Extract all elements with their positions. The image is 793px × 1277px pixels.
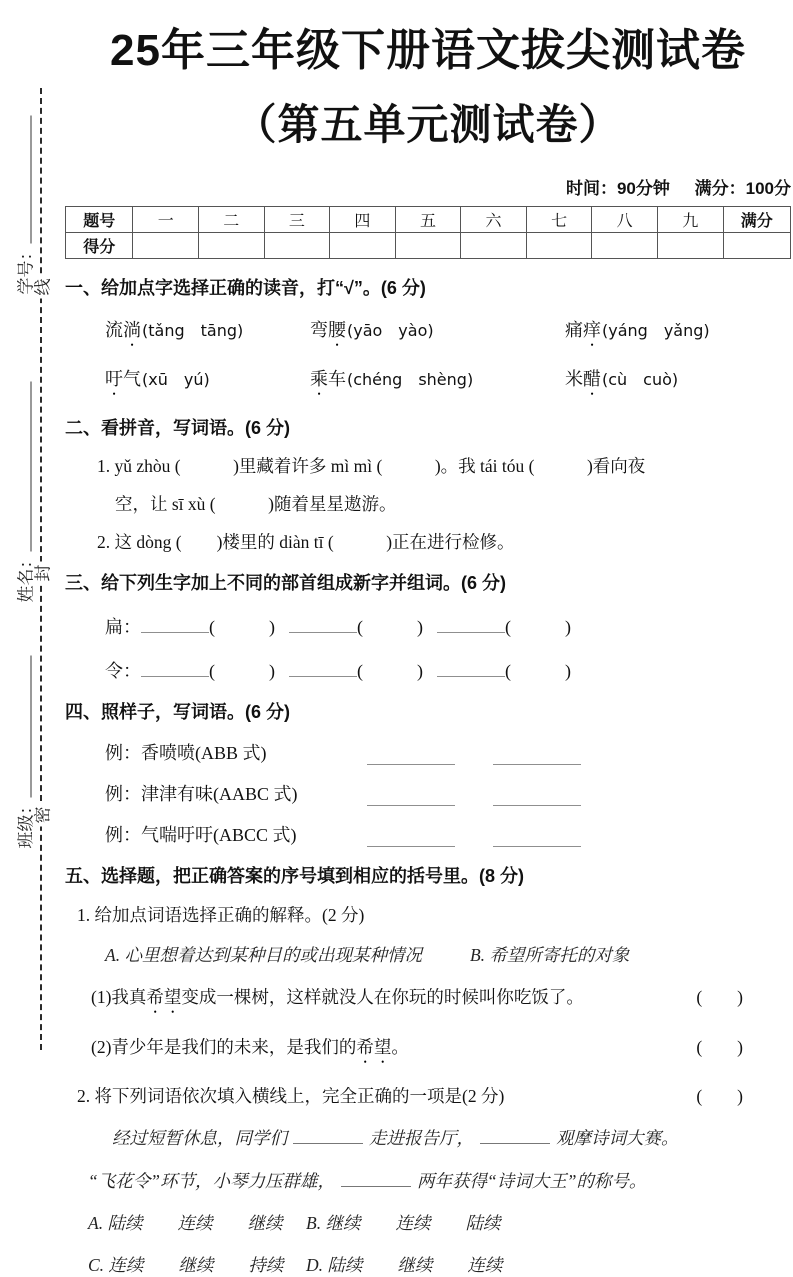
answer-blank (437, 660, 505, 677)
fill-text: 走进报告厅， (369, 1128, 474, 1148)
question5-header: 五、选择题，把正确答案的序号填到相应的括号里。(8 分) (65, 866, 524, 886)
option-b: B. 继续 连续 陆续 (306, 1213, 501, 1233)
q1-item (105, 365, 310, 399)
q3-char: 令： (105, 661, 141, 681)
question4-header: 四、照样子，写词语。(6 分) (65, 702, 290, 722)
score-cell (264, 233, 330, 259)
choice-a: A. 心里想着达到某种目的或出现某种情况 (105, 945, 422, 965)
dotted-char: 醋 (583, 369, 601, 389)
q1-item (310, 365, 565, 399)
student-class-label: 班级： (16, 797, 36, 849)
question1-items (105, 316, 791, 399)
question1-header: 一、给加点字选择正确的读音，打“√”。(6 分) (65, 278, 426, 298)
pinyin-choices: (yāo yào) (347, 321, 434, 340)
score-header-cell: 一 (133, 207, 199, 233)
fill-text: 经过短暂休息，同学们 (112, 1128, 287, 1148)
score-header-cell: 三 (264, 207, 330, 233)
pinyin-choices: (xū yú) (142, 370, 210, 389)
paper-content (65, 0, 791, 1277)
word-part: 车 (328, 369, 346, 389)
choice-b: B. 希望所寄托的对象 (469, 945, 630, 965)
dotted-char: 痒 (583, 320, 601, 340)
q5-sub1-choices (105, 942, 791, 967)
q5-sub1-sentence-1 (91, 984, 791, 1017)
seal-char-feng: 封 (29, 562, 54, 585)
score-header-cell: 题号 (66, 207, 133, 233)
answer-blank (367, 748, 455, 765)
q5-sub2-title-row (77, 1083, 791, 1108)
question3-header: 三、给下列生字加上不同的部首组成新字并组词。(6 分) (65, 573, 506, 593)
word-paren: ( ) (209, 617, 275, 637)
dotted-char: 乘 (310, 369, 328, 389)
score-cell (723, 233, 790, 259)
score-cell (198, 233, 264, 259)
score-header-cell: 二 (198, 207, 264, 233)
q4-example-abb (105, 739, 791, 765)
q3-char: 扁： (105, 617, 141, 637)
answer-paren: ( ) (696, 987, 743, 1007)
pinyin-choices: (tǎng tāng) (142, 321, 244, 340)
word-part: 弯 (310, 320, 328, 340)
student-name-label: 姓名： (16, 551, 36, 603)
sentence-text (91, 1034, 409, 1067)
word-part: 流 (105, 320, 123, 340)
answer-paren: ( ) (696, 1037, 743, 1057)
score-header-cell: 八 (592, 207, 658, 233)
q5-sub2-title: 2. 将下列词语依次填入横线上，完全正确的一项是(2 分) (77, 1086, 505, 1106)
dotted-word: 希望 (146, 987, 182, 1007)
score-header-cell: 四 (330, 207, 396, 233)
score-cell (592, 233, 658, 259)
answer-paren: ( ) (696, 1086, 743, 1106)
fill-text: 两年获得“诗词大王”的称号。 (416, 1171, 647, 1191)
q1-item (310, 316, 565, 350)
student-class-blank (28, 656, 32, 798)
score-cell (657, 233, 723, 259)
sentence-number: (2) (91, 1037, 112, 1057)
q5-sub1-sentence-2 (91, 1034, 791, 1067)
example-label: 例：津津有味(AABC 式) (105, 784, 298, 804)
sentence-part: 。 (391, 1037, 409, 1057)
q4-example-aabc (105, 780, 791, 806)
q2-sentence-1-cont: 空，让 sī xù ( )随着星星遨游。 (115, 494, 397, 514)
q5-sub2-options (88, 1210, 791, 1277)
fill-blank (341, 1170, 411, 1188)
score-cell (330, 233, 396, 259)
dotted-char: 腰 (328, 320, 346, 340)
sentence-text (91, 984, 584, 1017)
score-header-cell: 六 (461, 207, 527, 233)
fill-blank (480, 1127, 550, 1145)
q3-row-ling (105, 657, 791, 683)
word-paren: ( ) (357, 617, 423, 637)
exam-full-score: 满分：100分 (694, 179, 791, 198)
student-number-label: 学号： (16, 243, 36, 295)
word-paren: ( ) (505, 617, 571, 637)
score-row-label: 得分 (66, 233, 133, 259)
exam-time: 时间：90分钟 (565, 179, 670, 198)
sentence-part: 我真 (111, 987, 147, 1007)
q5-sub2-fill-line-2 (88, 1168, 791, 1194)
answer-blank (141, 616, 209, 633)
sentence-part: 青少年是我们的未来，是我们的 (111, 1037, 357, 1057)
page-subtitle: （第五单元测试卷） (234, 101, 622, 148)
answer-blank (437, 616, 505, 633)
sentence-part: 变成一棵树，这样就没人在你玩的时候叫你吃饭了。 (181, 987, 584, 1007)
q4-example-abcc (105, 821, 791, 847)
question2-header: 二、看拼音，写词语。(6 分) (65, 418, 290, 438)
answer-blank (367, 830, 455, 847)
answer-blank (493, 748, 581, 765)
word-paren: ( ) (209, 661, 275, 681)
answer-blank (493, 789, 581, 806)
option-a: A. 陆续 连续 继续 (88, 1213, 283, 1233)
page-title: 25年三年级下册语文拔尖测试卷 (110, 26, 746, 75)
dotted-char: 吁 (105, 369, 123, 389)
answer-blank (493, 830, 581, 847)
score-cell (526, 233, 592, 259)
sentence-number: (1) (91, 987, 112, 1007)
score-header-cell: 七 (526, 207, 592, 233)
option-c: C. 连续 继续 持续 (88, 1255, 284, 1275)
example-label: 例：香喷喷(ABB 式) (105, 743, 267, 763)
word-part: 气 (123, 369, 141, 389)
fill-text: “飞花令”环节，小琴力压群雄， (88, 1171, 335, 1191)
pinyin-choices: (yáng yǎng) (602, 321, 710, 340)
answer-blank (289, 660, 357, 677)
score-cell (133, 233, 199, 259)
fill-text: 观摩诗词大赛。 (556, 1128, 679, 1148)
q3-row-bian (105, 613, 791, 639)
fill-blank (293, 1127, 363, 1145)
score-header-cell: 五 (395, 207, 461, 233)
answer-blank (367, 789, 455, 806)
word-paren: ( ) (357, 661, 423, 681)
dotted-char: 淌 (123, 320, 141, 340)
dotted-word: 希望 (356, 1037, 392, 1057)
q5-sub1-title: 1. 给加点词语选择正确的解释。(2 分) (77, 905, 365, 925)
word-part: 痛 (565, 320, 583, 340)
pinyin-choices: (cù cuò) (602, 370, 679, 389)
answer-blank (289, 616, 357, 633)
score-table-header-row (66, 207, 791, 233)
score-cell (395, 233, 461, 259)
student-number-blank (28, 116, 32, 244)
q1-item (105, 316, 310, 350)
score-table-score-row (66, 233, 791, 259)
q2-sentence-1: 1. yǔ zhòu ( )里藏着许多 mì mì ( )。我 tái tóu ( )看向夜 (97, 456, 646, 476)
q5-sub2-fill-line-1 (112, 1125, 791, 1151)
score-header-cell: 满分 (723, 207, 790, 233)
pinyin-choices: (chéng shèng) (347, 370, 474, 389)
score-header-cell: 九 (657, 207, 723, 233)
option-d: D. 陆续 继续 连续 (306, 1255, 503, 1275)
q2-sentence-2: 2. 这 dòng ( )楼里的 diàn tī ( )正在进行检修。 (97, 532, 515, 552)
seal-char-mi: 密 (29, 804, 54, 827)
example-label: 例：气喘吁吁(ABCC 式) (105, 825, 297, 845)
q1-item (565, 365, 791, 399)
seal-char-xian: 线 (29, 276, 54, 299)
score-cell (461, 233, 527, 259)
student-name-blank (28, 382, 32, 552)
exam-meta (65, 174, 791, 199)
word-paren: ( ) (505, 661, 571, 681)
score-table (65, 206, 791, 259)
word-part: 米 (565, 369, 583, 389)
answer-blank (141, 660, 209, 677)
q1-item (565, 316, 791, 350)
